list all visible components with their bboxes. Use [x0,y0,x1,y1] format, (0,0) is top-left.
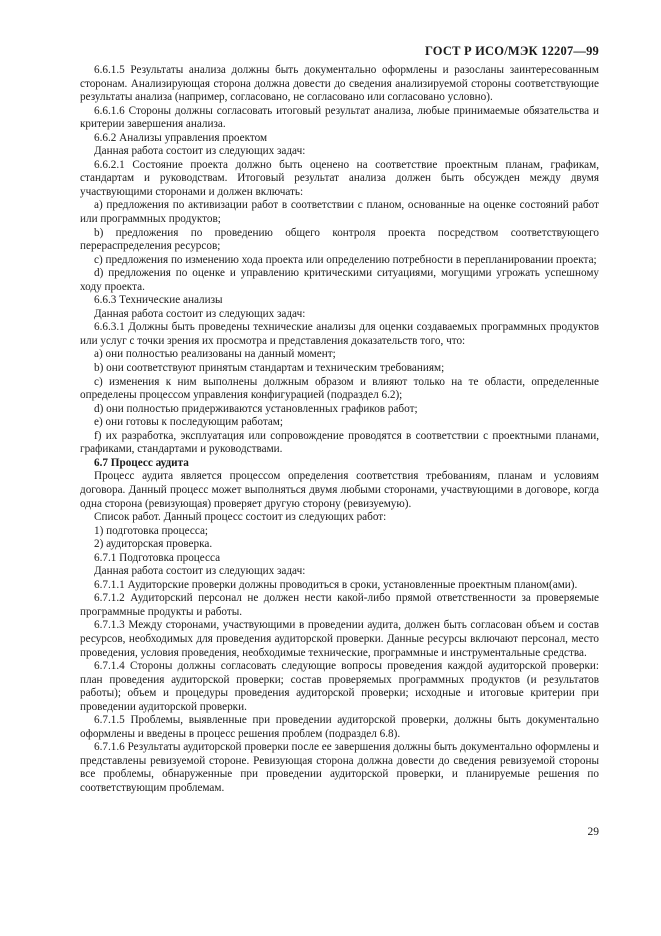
list-item: a) они полностью реализованы на данный момент; [94,348,336,361]
list-item: c) предложения по изменению хода проекта или определению потребности в перепланировании проекта; [94,253,597,266]
list-item: 1) подготовка процесса; [94,524,209,537]
paragraph: 6.6.3.1 Должны быть проведены технические анализы для оценки создаваемых программных продуктов или услуг с точки зрения их просмотра и представления доказательств того, что: [80,321,599,347]
paragraph: 6.7.1.2 Аудиторский персонал не должен нести какой-либо прямой ответственности за проверяемые программные продукты и работы. [80,592,599,618]
list-item: 2) аудиторская проверка. [94,538,213,551]
paragraph: 6.7.1.6 Результаты аудиторской проверки после ее завершения должны быть документально оформлены и представлены ревизуемой стороне. Ревизующая сторона должна довести до сведения ревизуемой стороны все проблемы, обнаруженные при проведении аудиторской проверки, и планируемые решения по соответствующим проблемам. [80,741,599,794]
section-heading: 6.7.1 Подготовка процесса [94,551,221,564]
section-heading: 6.6.3 Технические анализы [94,294,223,307]
paragraph: Данная работа состоит из следующих задач: [94,307,306,320]
paragraph: Данная работа состоит из следующих задач: [94,145,306,158]
paragraph: 6.6.1.6 Стороны должны согласовать итоговый результат анализа, любые принимаемые обязательства и критерии завершения анализа. [80,104,599,131]
section-title-audit: 6.7 Процесс аудита [94,456,189,469]
paragraph: Данная работа состоит из следующих задач: [94,565,306,578]
list-item: c) изменения к ним выполнены должным образом и влияют только на те области, определенные определены процессом управления конфигурацией (подраздел 6.2); [80,375,599,402]
page-body [80,64,599,796]
paragraph: 6.7.1.4 Стороны должны согласовать следующие вопросы проведения каждой аудиторской проверки: план проведения аудиторской проверки; состав проверяемых программных продуктов (и результатов работы); объем и процедуры проведения аудиторской проверки; исходные и итоговые критерии при проведении аудиторской проверки. [80,660,599,713]
list-item: d) предложения по оценке и управлению критическими ситуациями, могущими угрожать успешному ходу проекта. [80,267,599,293]
paragraph: Процесс аудита является процессом определения соответствия требованиям, планам и условиям договора. Данный процесс может выполняться двумя любыми сторонами, участвующими в договоре, когда одна сторона (ревизующая) проверяет другую сторону (ревизуемую). [80,470,599,510]
list-item: d) они полностью придерживаются установленных графиков работ; [94,402,418,415]
paragraph: 6.7.1.1 Аудиторские проверки должны проводиться в сроки, установленные проектным планом(ами). [94,578,578,591]
paragraph: 6.7.1.3 Между сторонами, участвующими в проведении аудита, должен быть согласован объем и состав ресурсов, необходимых для проведения аудиторской проверки. Данные ресурсы включают персонал, место проведения, условия проведения, необходимые технические, программные и инструментальные средства. [80,619,599,659]
list-item: a) предложения по активизации работ в соответствии с планом, основанные на оценке состояний работ или программных продуктов; [80,199,599,226]
paragraph: 6.7.1.5 Проблемы, выявленные при проведении аудиторской проверки, должны быть документально оформлены и введены в процесс решения проблем (подраздел 6.8). [80,714,599,740]
list-item: f) их разработка, эксплуатация или сопровождение проводятся в соответствии с проектными планами, графиками, стандартами и руководствами. [80,429,599,456]
section-heading: 6.6.2 Анализы управления проектом [94,131,268,144]
list-item: e) они готовы к последующим работам; [94,416,283,429]
list-item: b) они соответствуют принятым стандартам и техническим требованиям; [94,362,445,375]
paragraph: 6.6.2.1 Состояние проекта должно быть оценено на соответствие проектным планам, графикам, стандартам и руководствам. Итоговый результат анализа должен быть обсужден между двумя участвующими сторонами и должен включать: [80,158,599,198]
list-item: b) предложения по проведению общего контроля проекта посредством соответствующего перераспределения ресурсов; [80,226,599,253]
page-header: ГОСТ Р ИСО/МЭК 12207—99 [424,44,599,58]
paragraph: 6.6.1.5 Результаты анализа должны быть документально оформлены и разосланы заинтересованным сторонам. Анализирующая сторона должна довести до сведения анализируемой стороны соответствующие результаты анализа (например, согласовано, не согласовано или согласовано условно). [80,64,599,104]
page-number: 29 [587,826,599,838]
paragraph: Список работ. Данный процесс состоит из следующих работ: [94,511,387,524]
